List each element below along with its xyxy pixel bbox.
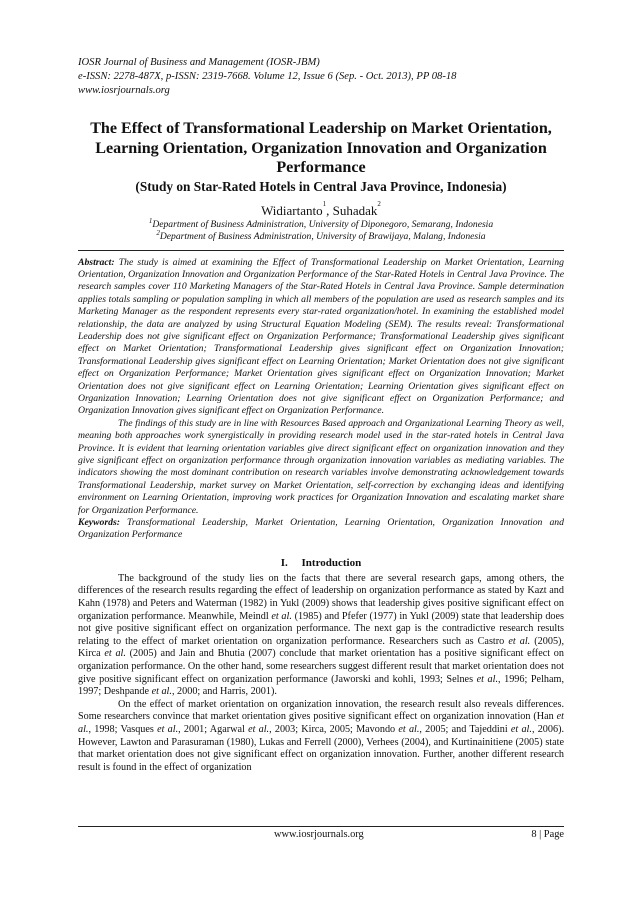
author-2-sup: 2 <box>377 199 381 208</box>
intro-paragraph-2: On the effect of market orientation on organization innovation, the research result also reveals differences. Some researchers convince that market orientation gives positive significant effect on organization innovation (Han et al., 1998; Vasques et al., 2001; Agarwal et al., 2003; Kirca, 2005; Mavondo et al., 2005; and Tajeddini et al., 2006). However, Lawton and Parasuraman (1980), Lukas and Ferrell (2000), Verhees (2004), and Kurtinainitiene (2005) state that market orientation does not give significant effect on organization innovation. Further, another different research result is found in the effect of organization <box>78 698 565 773</box>
abstract-paragraph-1: Abstract: The study is aimed at examining the Effect of Transformational Leadership on Market Orientation, Learning Orientation, Organization Innovation and Organization Performance of the Star-Rated Hotels in Central Java Province. The research samples cover 110 Marketing Managers of the Star-Rated Hotels in Central Java Province. Sample determination applies totals sampling or population sampling in which all members of the population are used as research samples and its Marketing Manager as the respondent represents every star-rated organization/hotel. In examining the established model relationship, the data are analyzed by using Structural Equation Modeling (SEM). The results reveal: Transformational Leadership does not give significant effect on Organization Performance; Transformational Leadership gives significant effect on Market Orientation; Transformational Leadership gives significant effect on Organization Innovation; Transformational Leadership gives significant effect on Learning Orientation; Market Orientation does not give significant effect on Organization Performance; Market Orientation gives significant effect on Organization Innovation; Market Orientation does not give significant effect on Learning Orientation; Learning Orientation gives significant effect on Organization Innovation; Learning Orientation does not give significant effect on Organization Performance; and Organization Innovation gives significant effect on Organization Performance. <box>78 256 564 417</box>
affiliation-2: $^2$Department of Business Administration, University of Brawijaya, Malang, Indonesia <box>156 229 486 242</box>
author-1: Widiartanto <box>261 202 323 218</box>
author-line <box>78 199 564 219</box>
keywords-label: Keywords: <box>78 517 120 529</box>
abstract-paragraph-2: The findings of this study are in line with Resources Based approach and Organizational Learning Theory as well, meaning both approaches work synergistically in providing research model used in the star-rated hotels in Central Java Province. It is evident that learning orientation variables give direct significant effect on organization innovation and they give significant effect on organization performance through organization innovation variables as mediating variables. The indicators showing the most dominant contribution on research variables involve demonstrating acknowledgement towards Transformational Leadership, market survey on Market Orientation, self-correction by exchanging ideas and identifying environment on Learning Orientation, improving work practices for Organization Innovation and escalating market share for Organization Performance. <box>78 417 564 516</box>
abstract <box>78 257 564 542</box>
affiliation-1-sup: 1 <box>148 216 153 225</box>
section-heading <box>78 557 564 570</box>
journal-issn: e-ISSN: 2278-487X, p-ISSN: 2319-7668. Volume 12, Issue 6 (Sep. - Oct. 2013), PP 08-18 <box>78 71 457 82</box>
paper-title: The Effect of Transformational Leadership on Market Orientation, Learning Orientation, Organization Innovation and Organization Performance <box>90 120 552 176</box>
page-number: 8 | Page <box>531 829 564 840</box>
footer-url: www.iosrjournals.org <box>274 829 364 840</box>
journal-name: IOSR Journal of Business and Management (IOSR-JBM) <box>78 57 320 68</box>
affiliation-1: $^1$Department of Business Administration, University of Diponegoro, Semarang, Indonesia <box>148 216 494 230</box>
abstract-label: Abstract: <box>78 256 115 268</box>
section-number: I. <box>280 556 288 569</box>
affiliation-2-sup: 2 <box>156 229 160 237</box>
paper-subtitle: (Study on Star-Rated Hotels in Central Java Province, Indonesia) <box>135 178 507 194</box>
intro-paragraph-1: The background of the study lies on the facts that there are several research gaps, among others, the differences of the research results regarding the effect of leadership on organization performance as stated by Kazt and Kahn (1978) and Peters and Waterman (1982) in Yukl (2009) shows that leadership gives positive significant effect on organization performance. Meanwhile, Meindl et al. (1985) and Pfefer (1977) in Yukl (2009) state that leadership does not give positive significant effect on organization performance. The next gap is the contradictive research results relating to the effect of market orientation on organization performance. Researchers such as Castro et al. (2005), Kirca et al. (2005) and Jain and Bhutia (2007) conclude that market orientation has a positive significant effect on organization performance. On the other hand, some researchers suggest different result that market orientation does not give positive significant effect on organization performance (Jaworski and kohli, 1993; Selnes et al., 1996; Pelham, 1997; Deshpande et al., 2000; and Harris, 2001). <box>78 572 564 698</box>
introduction-body <box>78 573 564 775</box>
author-1-sup: 1 <box>322 199 327 208</box>
footer-divider <box>78 826 564 827</box>
journal-header <box>78 56 564 98</box>
keywords: Keywords: Transformational Leadership, Market Orientation, Learning Orientation, Organization Innovation and Organization Performance <box>78 517 564 541</box>
journal-site: www.iosrjournals.org <box>78 85 170 96</box>
section-title: Introduction <box>301 556 362 569</box>
header-divider <box>78 250 564 251</box>
author-2: , Suhadak <box>326 202 378 218</box>
paper-page <box>78 56 564 774</box>
